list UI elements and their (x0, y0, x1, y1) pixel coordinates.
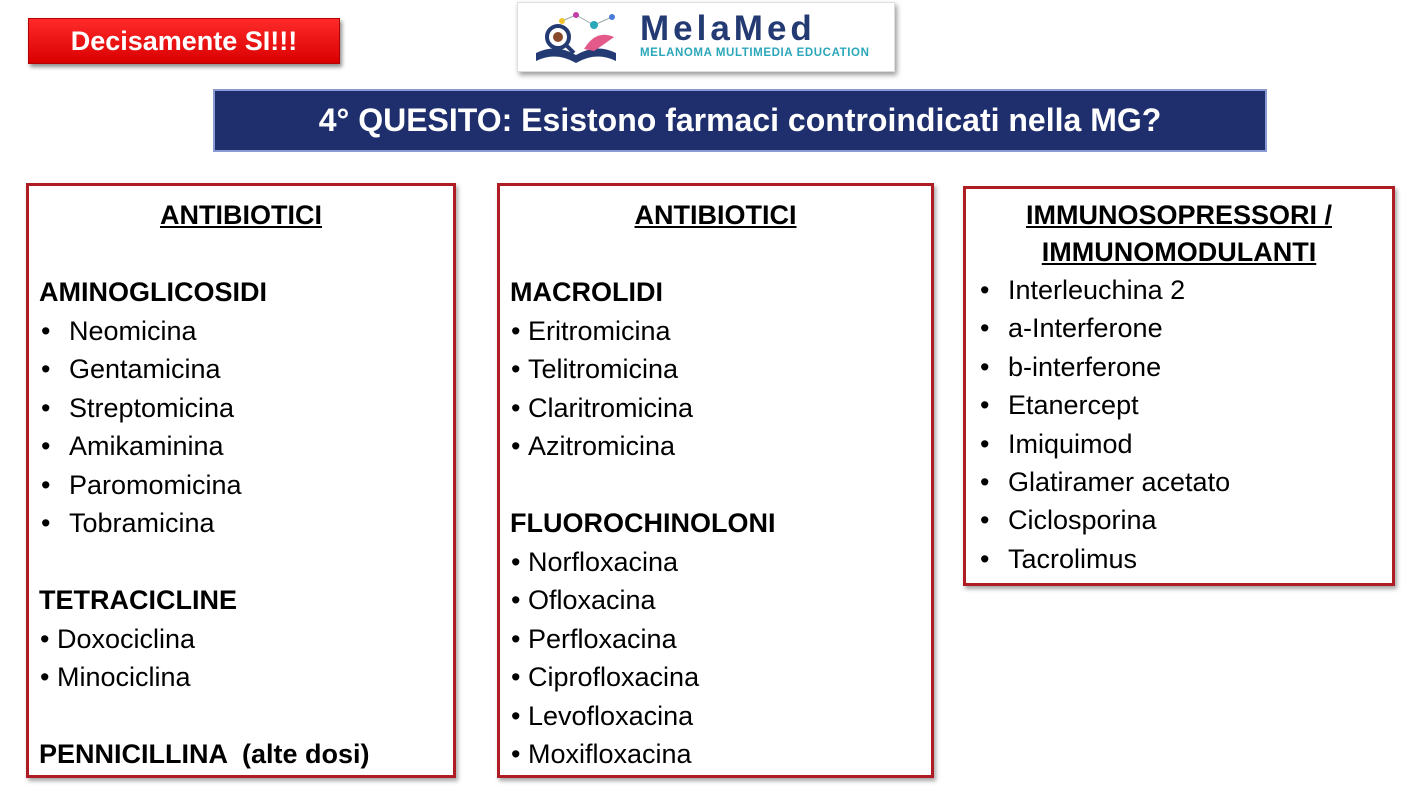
box-header (966, 197, 1392, 271)
list-item: • Minociclina (39, 658, 453, 697)
list-item: • b-interferone (978, 348, 1392, 386)
immunomodulants-list (978, 271, 1392, 578)
antibiotics-box-1 (26, 183, 456, 778)
tetracicline-list (39, 620, 453, 697)
list-item: • Ofloxacina (510, 581, 931, 620)
list-item: • a-Interferone (978, 309, 1392, 347)
list-item: • Telitromicina (510, 350, 931, 389)
antibiotics-box-2 (497, 183, 934, 778)
logo-tagline: MELANOMA MULTIMEDIA EDUCATION (640, 47, 870, 59)
list-item: • Amikaminina (39, 427, 453, 466)
group-title-aminoglicosidi: AMINOGLICOSIDI (39, 277, 267, 307)
list-item: • Paromomicina (39, 466, 453, 505)
melamed-logo (517, 2, 895, 72)
group-title-tetracicline: TETRACICLINE (39, 585, 237, 615)
box-header: ANTIBIOTICI (160, 200, 322, 230)
list-item: • Tacrolimus (978, 540, 1392, 578)
melamed-logo-icon (524, 7, 634, 69)
list-item: • Moxifloxacina (510, 735, 931, 774)
fluorochinoloni-list (510, 543, 931, 774)
logo-brand-text: MelaMed (640, 9, 816, 48)
list-item: • Tobramicina (39, 504, 453, 543)
list-item: • Glatiramer acetato (978, 463, 1392, 501)
list-item: • Etanercept (978, 386, 1392, 424)
group-title-macrolidi: MACROLIDI (510, 277, 663, 307)
aminoglicosidi-list (39, 312, 453, 543)
list-item: • Gentamicina (39, 350, 453, 389)
group-title-fluorochinoloni: FLUOROCHINOLONI (510, 508, 776, 538)
list-item: • Imiquimod (978, 425, 1392, 463)
decisamente-si-badge: Decisamente SI!!! (28, 18, 340, 64)
list-item: • Claritromicina (510, 389, 931, 428)
box-header-line-1: IMMUNOSOPRESSORI / (1025, 200, 1333, 230)
list-item: • Norfloxacina (510, 543, 931, 582)
question-title: 4° QUESITO: Esistono farmaci controindicati nella MG? (213, 89, 1267, 152)
box-header: ANTIBIOTICI (634, 200, 797, 230)
list-item: • Ciprofloxacina (510, 658, 931, 697)
list-item: • Doxociclina (39, 620, 453, 659)
list-item: • Perfloxacina (510, 620, 931, 659)
box-header-line-2: IMMUNOMODULANTI (1041, 237, 1317, 267)
list-item: • Ciclosporina (978, 501, 1392, 539)
immunosuppressants-box (963, 186, 1395, 586)
list-item: • Levofloxacina (510, 697, 931, 736)
list-item: • Neomicina (39, 312, 453, 351)
list-item: • Eritromicina (510, 312, 931, 351)
list-item: • Streptomicina (39, 389, 453, 428)
group-title-pennicillina: PENNICILLINA (alte dosi) (39, 739, 370, 769)
list-item: • Interleuchina 2 (978, 271, 1392, 309)
list-item: • Azitromicina (510, 427, 931, 466)
macrolidi-list (510, 312, 931, 466)
